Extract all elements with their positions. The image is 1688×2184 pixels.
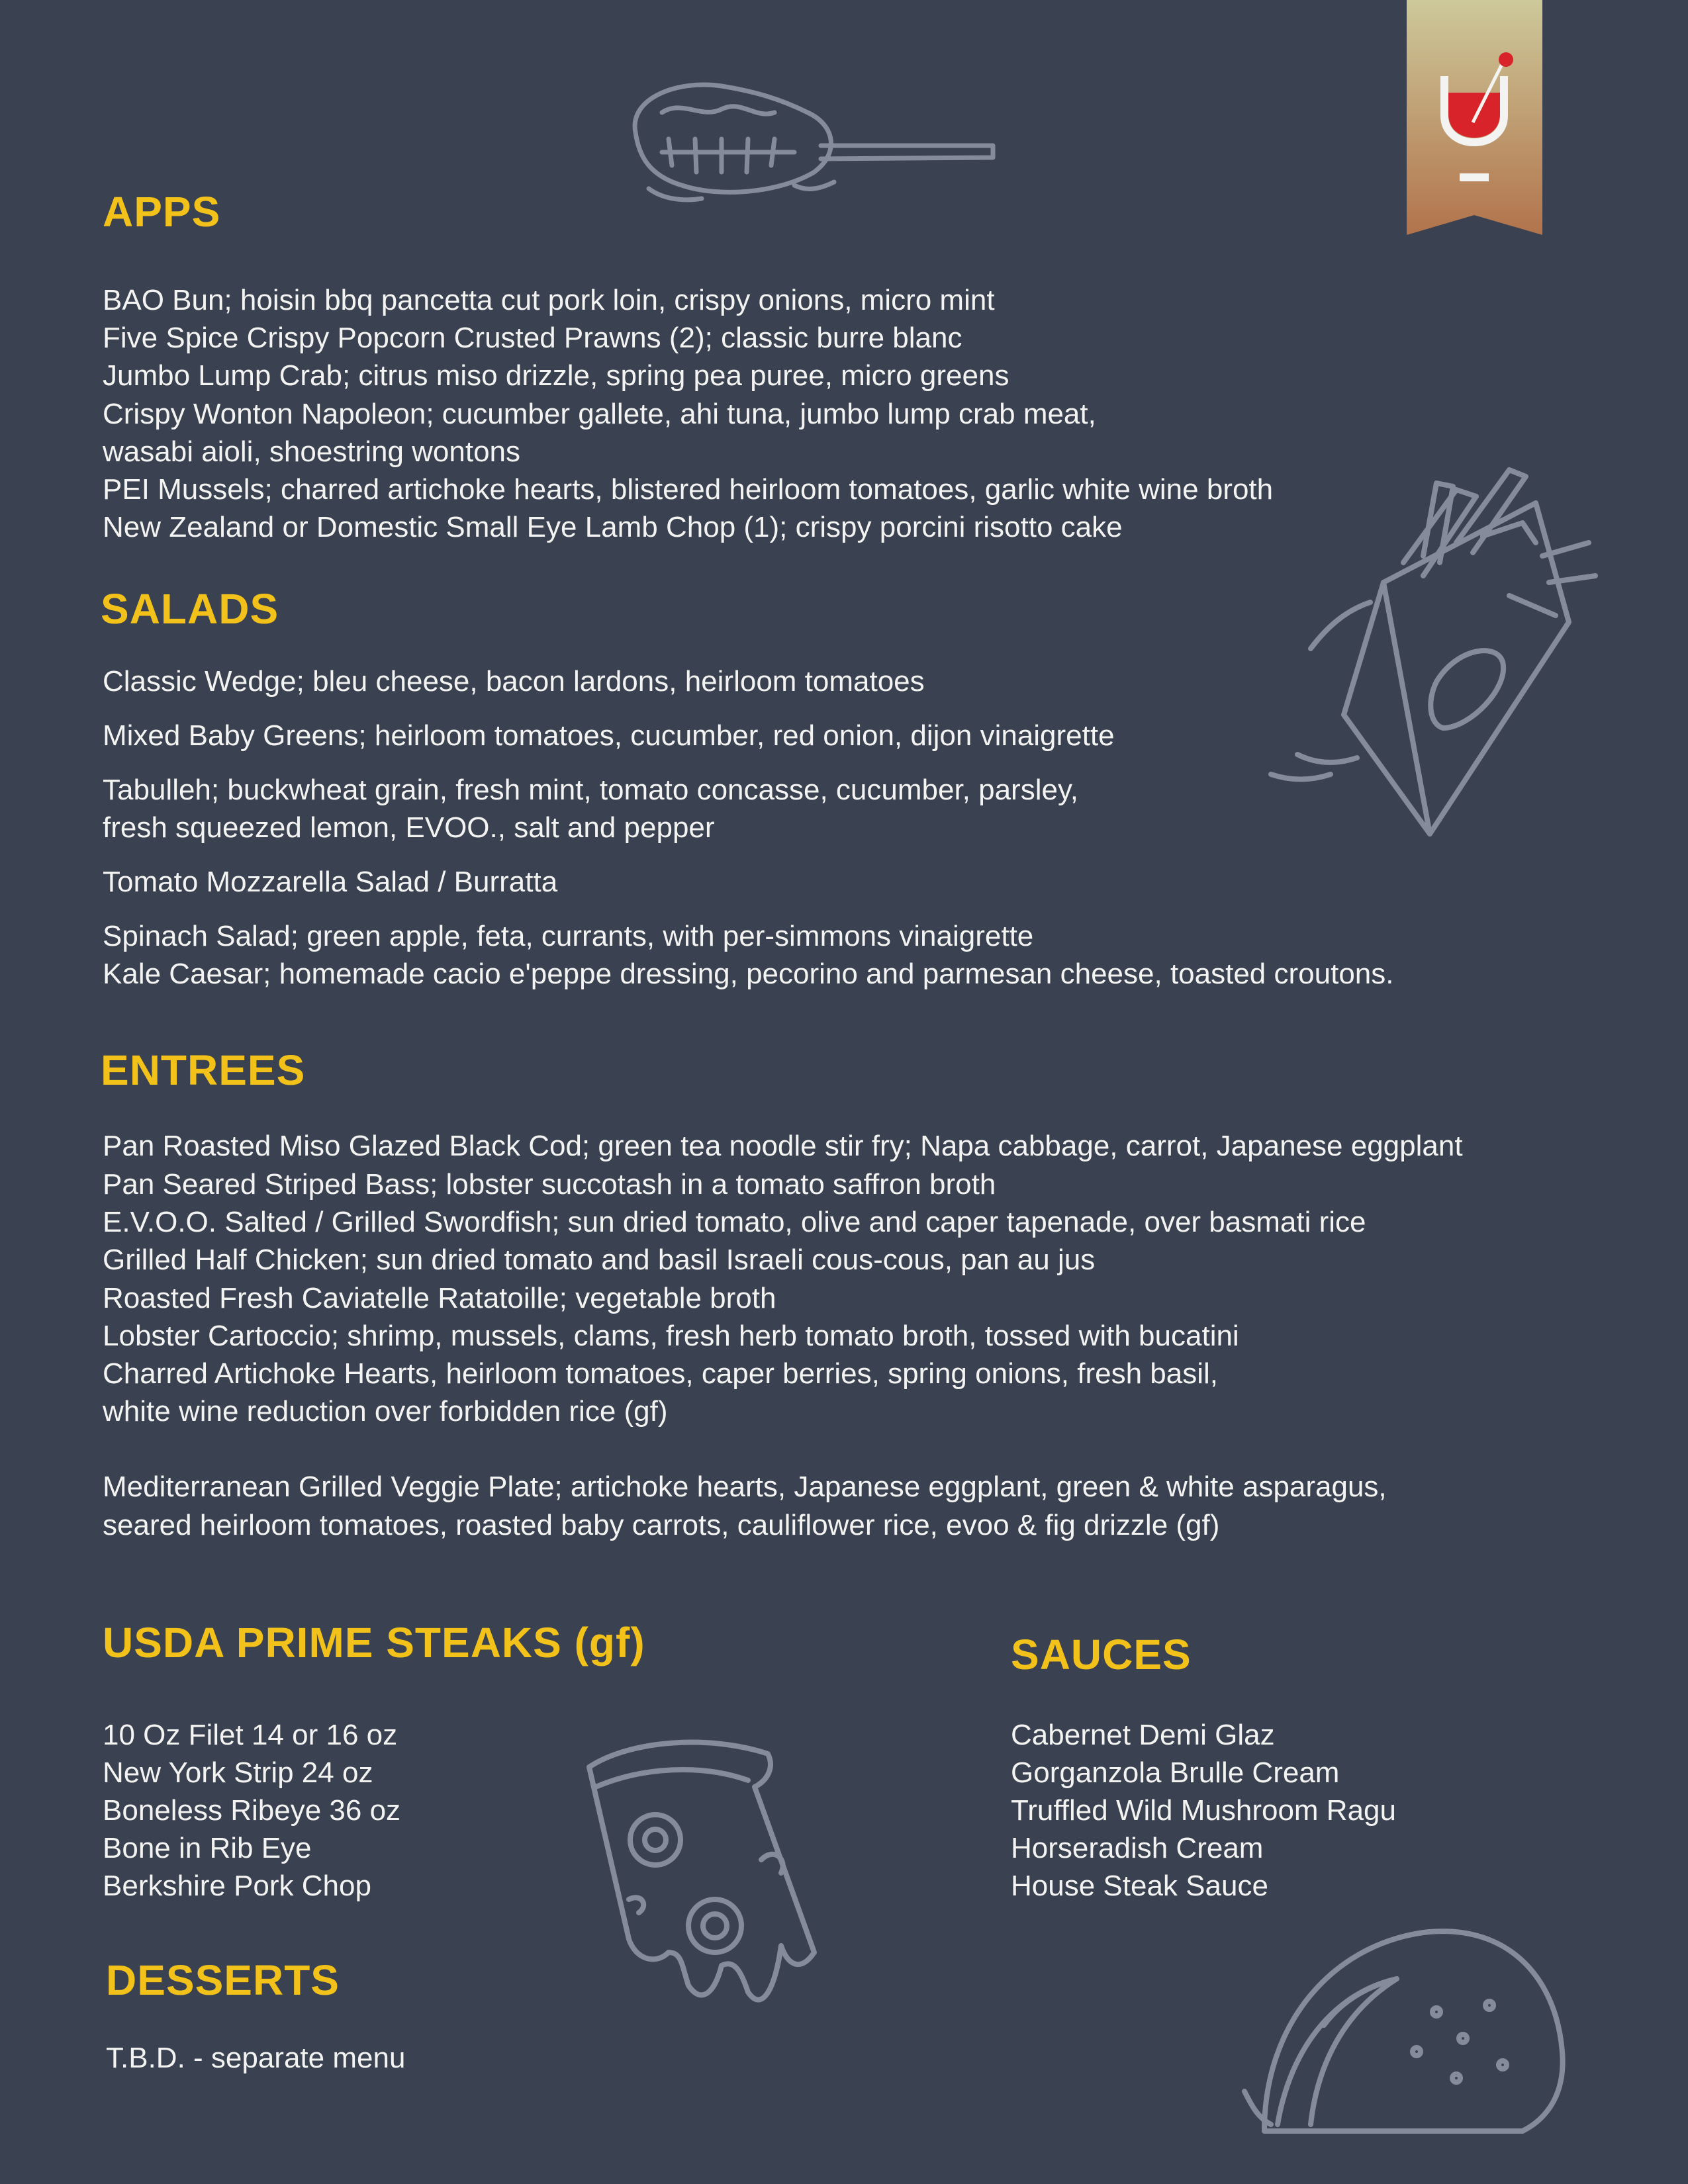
list-item: Tabulleh; buckwheat grain, fresh mint, tomato concasse, cucumber, parsley, [103, 774, 1078, 806]
salads-heading: SALADS [101, 585, 279, 633]
list-item: E.V.O.O. Salted / Grilled Swordfish; sun dried tomato, olive and caper tapenade, over basmati rice [103, 1206, 1366, 1238]
list-item: 10 Oz Filet 14 or 16 oz [103, 1719, 398, 1751]
desserts-heading: DESSERTS [106, 1956, 340, 2004]
list-item: Jumbo Lump Crab; citrus miso drizzle, spring pea puree, micro greens [103, 359, 1009, 392]
list-item: New York Strip 24 oz [103, 1756, 373, 1789]
sauces-heading: SAUCES [1011, 1631, 1192, 1678]
list-item: Tomato Mozzarella Salad / Burratta [103, 866, 558, 898]
list-item: BAO Bun; hoisin bbq pancetta cut pork loin, crispy onions, micro mint [103, 284, 995, 316]
list-item: wasabi aioli, shoestring wontons [103, 435, 521, 468]
list-item: Bone in Rib Eye [103, 1832, 312, 1864]
list-item: Grilled Half Chicken; sun dried tomato and basil Israeli cous-cous, pan au jus [103, 1244, 1096, 1276]
corn-dog-icon [622, 73, 1006, 212]
brand-logo [1407, 0, 1542, 235]
list-item: New Zealand or Domestic Small Eye Lamb Chop (1); crispy porcini risotto cake [103, 511, 1123, 543]
list-item: House Steak Sauce [1011, 1870, 1268, 1902]
list-item: seared heirloom tomatoes, roasted baby carrots, cauliflower rice, evoo & fig drizzle (gf) [103, 1509, 1220, 1541]
list-item: PEI Mussels; charred artichoke hearts, blistered heirloom tomatoes, garlic white wine broth [103, 473, 1274, 506]
list-item: Berkshire Pork Chop [103, 1870, 371, 1902]
list-item: Crispy Wonton Napoleon; cucumber gallete, ahi tuna, jumbo lump crab meat, [103, 398, 1096, 430]
list-item: Classic Wedge; bleu cheese, bacon lardons, heirloom tomatoes [103, 665, 925, 698]
list-item: Horseradish Cream [1011, 1832, 1264, 1864]
list-item: Cabernet Demi Glaz [1011, 1719, 1275, 1751]
pizza-slice-icon [549, 1727, 880, 2025]
list-item: Mediterranean Grilled Veggie Plate; artichoke hearts, Japanese eggplant, green & white asparagus, [103, 1471, 1387, 1503]
list-item: Mixed Baby Greens; heirloom tomatoes, cucumber, red onion, dijon vinaigrette [103, 719, 1115, 752]
steaks-heading: USDA PRIME STEAKS (gf) [103, 1619, 645, 1666]
list-item: Pan Roasted Miso Glazed Black Cod; green tea noodle stir fry; Napa cabbage, carrot, Japanese eggplant [103, 1130, 1463, 1162]
list-item: white wine reduction over forbidden rice (gf) [103, 1395, 668, 1428]
apps-heading: APPS [103, 188, 221, 236]
list-item: Truffled Wild Mushroom Ragu [1011, 1794, 1396, 1827]
list-item: Gorganzola Brulle Cream [1011, 1756, 1340, 1789]
entrees-heading: ENTREES [101, 1046, 306, 1094]
list-item: Kale Caesar; homemade cacio e'peppe dressing, pecorino and parmesan cheese, toasted croutons. [103, 958, 1394, 990]
list-item: Lobster Cartoccio; shrimp, mussels, clams, fresh herb tomato broth, tossed with bucatini [103, 1320, 1239, 1352]
list-item: Pan Seared Striped Bass; lobster succotash in a tomato saffron broth [103, 1168, 996, 1201]
list-item: Spinach Salad; green apple, feta, currants, with per-simmons vinaigrette [103, 920, 1034, 952]
taco-icon [1238, 1893, 1582, 2171]
list-item: T.B.D. - separate menu [106, 2042, 406, 2074]
list-item: Roasted Fresh Caviatelle Ratatoille; vegetable broth [103, 1282, 776, 1314]
list-item: Charred Artichoke Hearts, heirloom tomatoes, caper berries, spring onions, fresh basil, [103, 1357, 1218, 1390]
list-item: Boneless Ribeye 36 oz [103, 1794, 401, 1827]
fries-icon [1258, 463, 1602, 860]
list-item: Five Spice Crispy Popcorn Crusted Prawns (2); classic burre blanc [103, 322, 962, 354]
list-item: fresh squeezed lemon, EVOO., salt and pepper [103, 811, 715, 844]
